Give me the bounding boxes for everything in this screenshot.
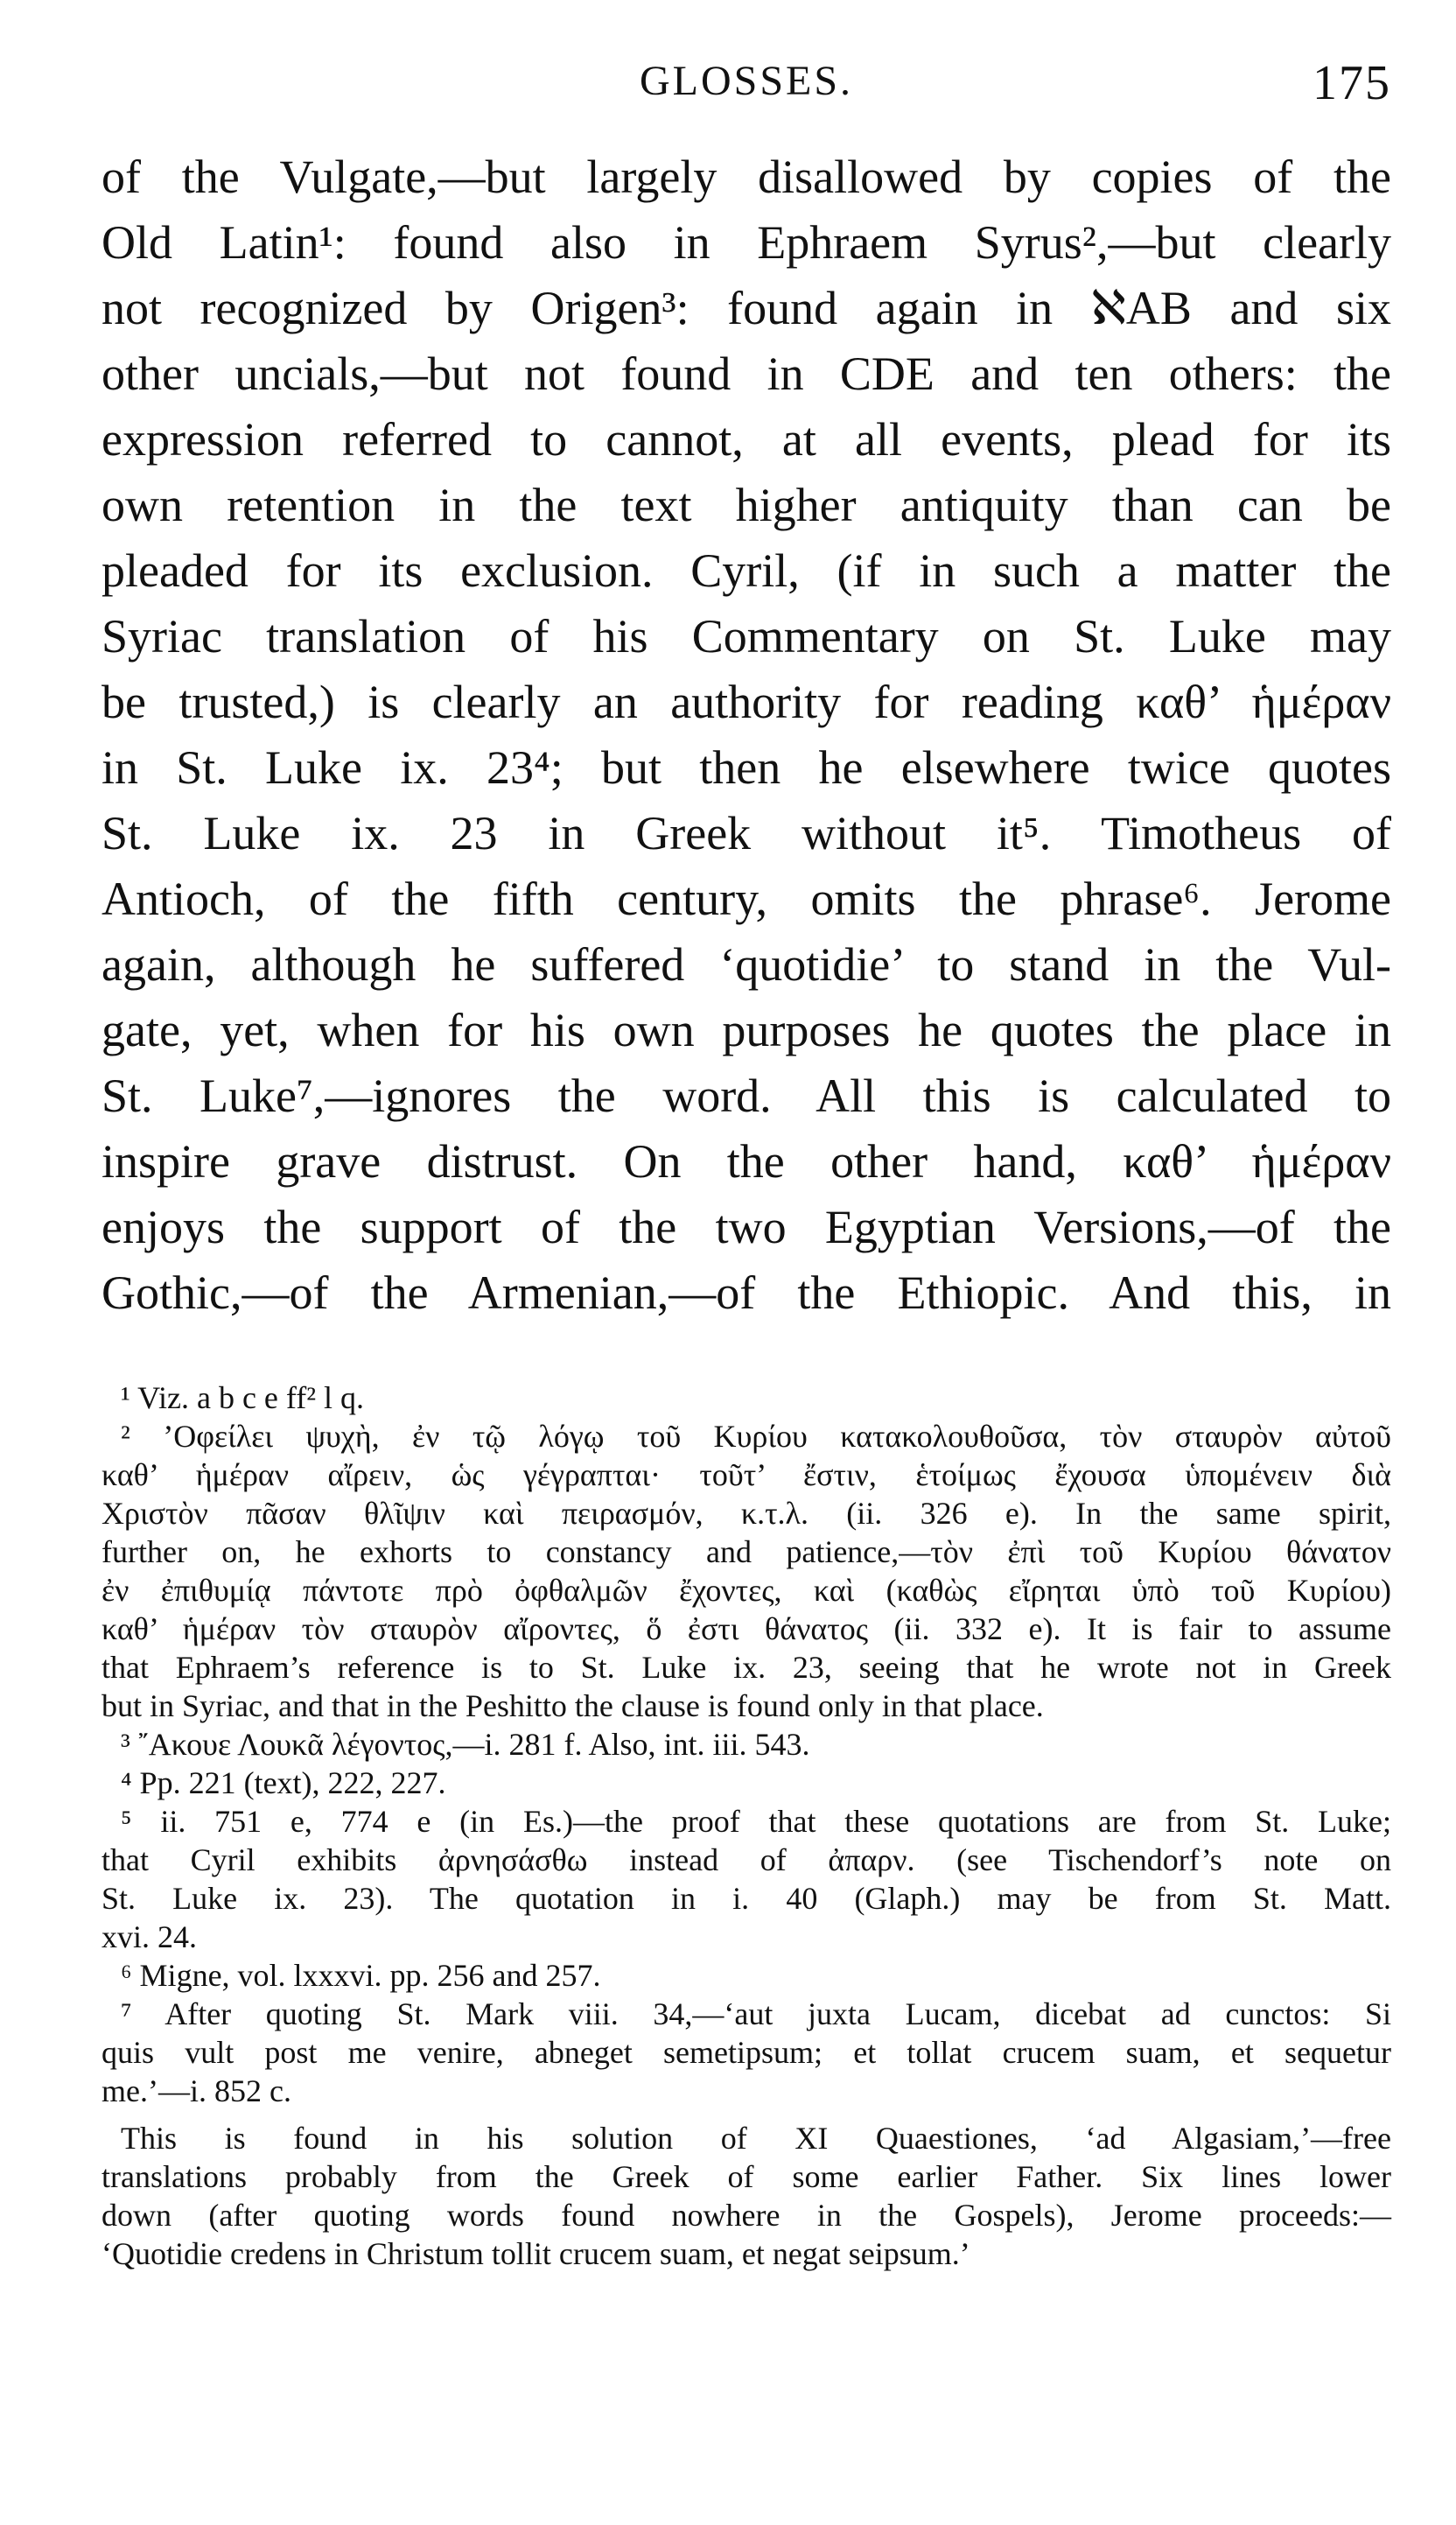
body-line: be trusted,) is clearly an authority for reading καθ’ ἡμέραν (102, 676, 1391, 728)
footnote-line: that Cyril exhibits ἀρνησάσθω instead of ἀπαρν. (see Tischendorf’s note on (102, 1842, 1391, 1877)
footnote-line: down (after quoting words found nowhere in the Gospels), Jerome proceeds:— (102, 2198, 1391, 2233)
body-line: expression referred to cannot, at all events, plead for its (102, 413, 1391, 466)
footnote-7-continuation (102, 2119, 1391, 2273)
body-line: own retention in the text higher antiquity than can be (102, 479, 1391, 531)
body-line: not recognized by Origen³: found again in ℵAB and six (102, 282, 1391, 334)
footnote-line: καθ’ ἡμέραν αἴρειν, ὡς γέγραπται· τοῦτ’ ἔστιν, ἑτοίμως ἔχουσα ὑπομένειν διὰ (102, 1457, 1391, 1492)
footnote-5 (102, 1802, 1391, 1956)
body-line: in St. Luke ix. 23⁴; but then he elsewhere twice quotes (102, 741, 1391, 794)
footnote-3 (102, 1725, 1391, 1764)
footnote-line: Χριστὸν πᾶσαν θλῖψιν καὶ πειρασμόν, κ.τ.λ. (ii. 326 e). In the same spirit, (102, 1496, 1391, 1531)
footnote-line: ³ ῎Ακουε Λουκᾶ λέγοντος,—i. 281 f. Also, int. iii. 543. (121, 1727, 810, 1762)
running-title: GLOSSES. (639, 58, 854, 104)
body-line: Syriac translation of his Commentary on St. Luke may (102, 610, 1391, 663)
body-line: enjoys the support of the two Egyptian Versions,—of the (102, 1201, 1391, 1253)
main-text (102, 144, 1391, 1326)
footnote-line: St. Luke ix. 23). The quotation in i. 40 (Glaph.) may be from St. Matt. (102, 1881, 1391, 1916)
body-line: St. Luke ix. 23 in Greek without it⁵. Timotheus of (102, 807, 1391, 859)
footnote-1 (102, 1378, 1391, 1417)
footnote-line: ¹ Viz. a b c e ff² l q. (121, 1380, 365, 1415)
footnote-line: ⁶ Migne, vol. lxxxvi. pp. 256 and 257. (121, 1958, 601, 1993)
footnote-7 (102, 1995, 1391, 2110)
footnote-line: ⁴ Pp. 221 (text), 222, 227. (121, 1765, 446, 1800)
footnote-line: ² ’Οφείλει ψυχὴ, ἐν τῷ λόγῳ τοῦ Κυρίου κατακολουθοῦσα, τὸν σταυρὸν αὐτοῦ (121, 1419, 1391, 1454)
body-line: inspire grave distrust. On the other hand, καθ’ ἡμέραν (102, 1135, 1391, 1188)
footnote-line: that Ephraem’s reference is to St. Luke ix. 23, seeing that he wrote not in Greek (102, 1650, 1391, 1685)
footnote-line: ἐν ἐπιθυμίᾳ πάντοτε πρὸ ὀφθαλμῶν ἔχοντες, καὶ (καθὼς εἴρηται ὑπὸ τοῦ Κυρίου) (102, 1573, 1391, 1608)
footnote-line: translations probably from the Greek of some earlier Father. Six lines lower (102, 2159, 1391, 2194)
body-line: Gothic,—of the Armenian,—of the Ethiopic. And this, in (102, 1266, 1391, 1319)
footnote-line: me.’—i. 852 c. (102, 2073, 291, 2108)
footnote-line: ⁵ ii. 751 e, 774 e (in Es.)—the proof that these quotations are from St. Luke; (121, 1804, 1391, 1839)
footnotes (102, 1378, 1391, 2273)
footnote-2 (102, 1417, 1391, 1725)
body-line: pleaded for its exclusion. Cyril, (if in such a matter the (102, 544, 1391, 597)
body-line: St. Luke⁷,—ignores the word. All this is calculated to (102, 1070, 1391, 1122)
body-line: of the Vulgate,—but largely disallowed by copies of the (102, 151, 1391, 203)
footnote-line: καθ’ ἡμέραν τὸν σταυρὸν αἴροντες, ὅ ἐστι θάνατος (ii. 332 e). It is fair to assume (102, 1611, 1391, 1646)
footnote-6 (102, 1956, 1391, 1995)
footnote-4 (102, 1764, 1391, 1802)
footnote-line: further on, he exhorts to constancy and patience,—τὸν ἐπὶ τοῦ Κυρίου θάνατον (102, 1534, 1391, 1569)
body-line: Old Latin¹: found also in Ephraem Syrus²,—but clearly (102, 216, 1391, 269)
footnote-line: This is found in his solution of XI Quaestiones, ‘ad Algasiam,’—free (121, 2121, 1391, 2156)
body-line: other uncials,—but not found in CDE and ten others: the (102, 347, 1391, 400)
footnote-line: but in Syriac, and that in the Peshitto the clause is found only in that place. (102, 1688, 1044, 1723)
footnote-line: xvi. 24. (102, 1919, 198, 1954)
footnote-line: ⁷ After quoting St. Mark viii. 34,—‘aut juxta Lucam, dicebat ad cunctos: Si (121, 1996, 1391, 2031)
body-line: again, although he suffered ‘quotidie’ to stand in the Vul- (102, 938, 1391, 991)
footnote-line: ‘Quotidie credens in Christum tollit crucem suam, et negat seipsum.’ (102, 2236, 970, 2271)
page-number: 175 (1312, 56, 1391, 110)
footnote-line: quis vult post me venire, abneget semetipsum; et tollat crucem suam, et sequetur (102, 2035, 1391, 2070)
body-line: Antioch, of the fifth century, omits the phrase⁶. Jerome (102, 873, 1391, 925)
body-line: gate, yet, when for his own purposes he quotes the place in (102, 1004, 1391, 1056)
page-header (102, 48, 1391, 118)
